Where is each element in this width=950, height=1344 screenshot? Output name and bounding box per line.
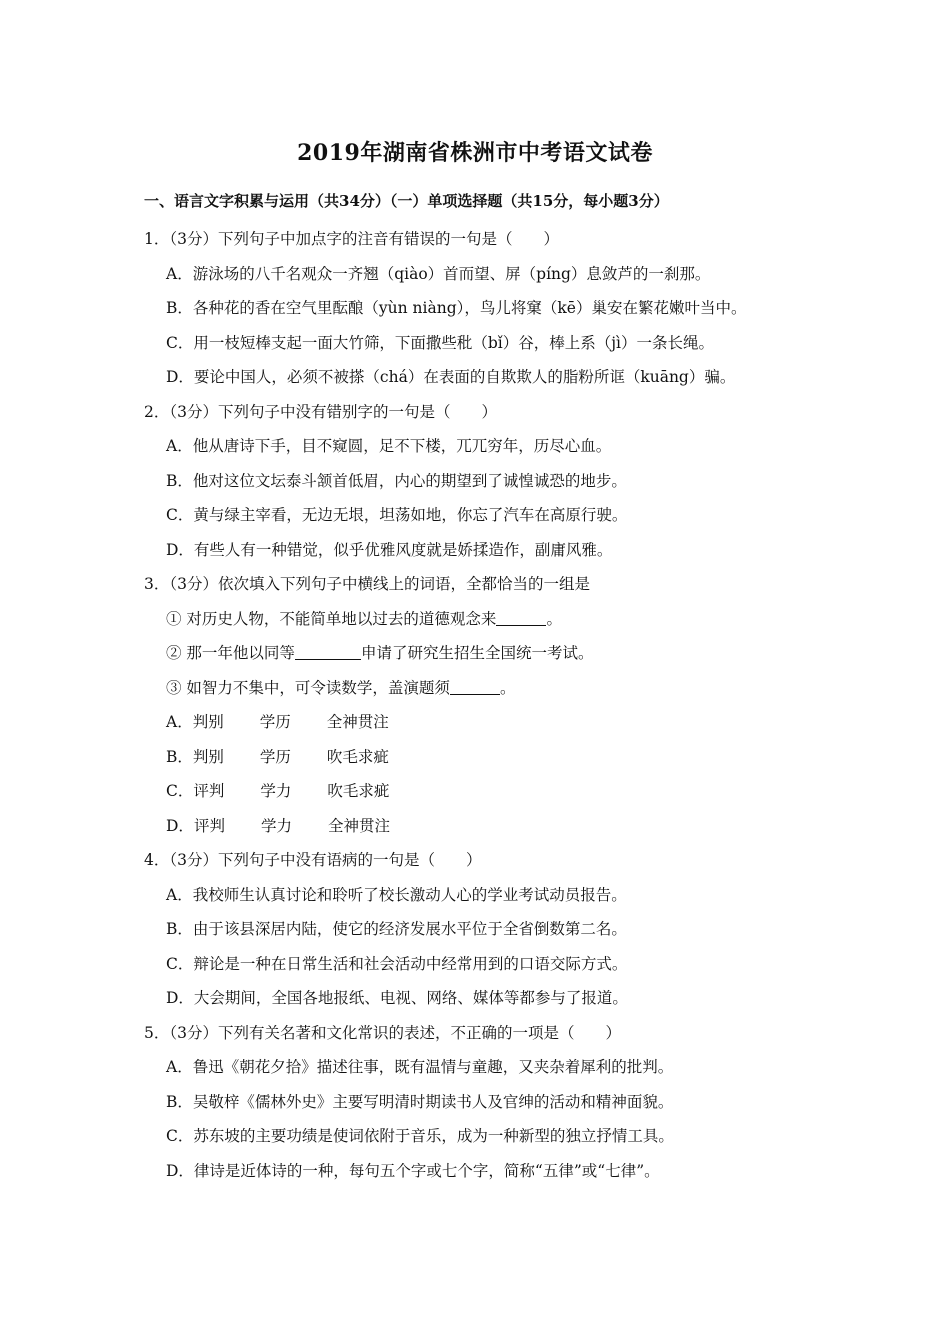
question-5-stem: 5．（3分）下列有关名著和文化常识的表述，不正确的一项是（ ） xyxy=(144,1023,621,1042)
option-word: 吹毛求疵 xyxy=(326,747,389,766)
question-3-sentence-2 xyxy=(0,636,950,671)
question-3-sentence-3 xyxy=(0,671,950,706)
question-4-option-b: B．由于该县深居内陆，使它的经济发展水平位于全省倒数第二名。 xyxy=(166,920,627,938)
option-label: A． xyxy=(166,713,193,731)
question-1-option-a: A．游泳场的八千名观众一齐翘（qiào）首而望、屏（píng）息敛芦的一刹那。 xyxy=(166,264,711,283)
option-label: C． xyxy=(166,782,194,800)
question-4-stem: 4．（3分）下列句子中没有语病的一句是（ ） xyxy=(144,851,482,869)
question-2-option-c: C．黄与绿主宰看，无边无垠，坦荡如地，你忘了汽车在高原行驶。 xyxy=(166,506,628,524)
question-1-option-c: C．用一枝短棒支起一面大竹筛，下面撒些秕（bǐ）谷，棒上系（jì）一条长绳。 xyxy=(166,333,715,352)
fill-blank xyxy=(295,641,361,660)
option-word: 判别 xyxy=(192,713,224,731)
option-word: 学力 xyxy=(260,816,292,835)
sentence-end: 。 xyxy=(546,609,562,628)
question-2-option-d: D．有些人有一种错觉，似乎优雅风度就是娇揉造作，副庸风雅。 xyxy=(166,540,613,559)
question-5-option-d: D．律诗是近体诗的一种，每句五个字或七个字，简称“五律”或“七律”。 xyxy=(166,1161,660,1180)
option-word: 判别 xyxy=(192,747,224,766)
option-word: 全神贯注 xyxy=(326,713,389,731)
option-word: 学力 xyxy=(260,782,292,800)
question-3-option-d xyxy=(0,809,950,844)
sentence-text: ③ 如智力不集中，可令读数学，盖演题须 xyxy=(166,678,450,697)
question-2-stem: 2．（3分）下列句子中没有错别字的一句是（ ） xyxy=(144,402,497,421)
option-word: 学历 xyxy=(259,713,291,731)
question-1-option-b: B．各种花的香在空气里酝酿（yùn niàng），鸟儿将窠（kē）巢安在繁花嫩叶当中。 xyxy=(166,299,747,317)
question-5-option-c: C．苏东坡的主要功绩是使词依附于音乐，成为一种新型的独立抒情工具。 xyxy=(166,1127,674,1145)
question-3-option-c xyxy=(0,774,950,809)
question-3-option-b xyxy=(0,740,950,775)
option-word: 全神贯注 xyxy=(327,816,390,835)
question-1-option-d: D．要论中国人，必须不被搽（chá）在表面的自欺欺人的脂粉所诓（kuāng）骗。 xyxy=(166,368,736,386)
sentence-text: ① 对历史人物，不能简单地以过去的道德观念来 xyxy=(166,609,497,628)
option-word: 评判 xyxy=(193,782,225,800)
question-3-option-a xyxy=(0,705,950,740)
fill-blank xyxy=(496,607,546,626)
option-word: 学历 xyxy=(259,747,291,766)
question-5-option-b: B．吴敬梓《儒林外史》主要写明清时期读书人及官绅的活动和精神面貌。 xyxy=(166,1092,674,1111)
question-4-option-d: D．大会期间，全国各地报纸、电视、网络、媒体等都参与了报道。 xyxy=(166,989,628,1007)
sentence-end: 。 xyxy=(499,678,516,697)
sentence-end: 申请了研究生招生全国统一考试。 xyxy=(360,644,594,662)
question-1-stem: 1．（3分）下列句子中加点字的注音有错误的一句是（ ） xyxy=(144,230,559,248)
question-3-stem: 3．（3分）依次填入下列句子中横线上的词语，全都恰当的一组是 xyxy=(144,575,590,593)
sentence-text: ② 那一年他以同等 xyxy=(166,644,295,662)
fill-blank xyxy=(450,676,500,695)
question-4-option-c: C．辩论是一种在日常生活和社会活动中经常用到的口语交际方式。 xyxy=(166,954,628,973)
exam-title: 2019年湖南省株洲市中考语文试卷 xyxy=(297,140,653,166)
option-label: D． xyxy=(166,816,194,835)
question-list xyxy=(0,222,950,1188)
question-3-sentence-1 xyxy=(0,602,950,637)
question-2-option-b: B．他对这位文坛泰斗颔首低眉，内心的期望到了诚惶诚恐的地步。 xyxy=(166,471,627,490)
question-2-option-a: A．他从唐诗下手，目不窥圆，足不下楼，兀兀穷年，历尽心血。 xyxy=(166,437,612,455)
question-5-option-a: A．鲁迅《朝花夕拾》描述往事，既有温情与童趣，又夹杂着犀利的批判。 xyxy=(166,1058,674,1076)
question-4-option-a: A．我校师生认真讨论和聆听了校长激动人心的学业考试动员报告。 xyxy=(166,885,627,904)
section-heading: 一、语言文字积累与运用（共34分）（一）单项选择题（共15分，每小题3分） xyxy=(144,192,669,210)
option-label: B． xyxy=(166,747,193,766)
option-word: 评判 xyxy=(193,816,225,835)
option-word: 吹毛求疵 xyxy=(327,782,390,800)
